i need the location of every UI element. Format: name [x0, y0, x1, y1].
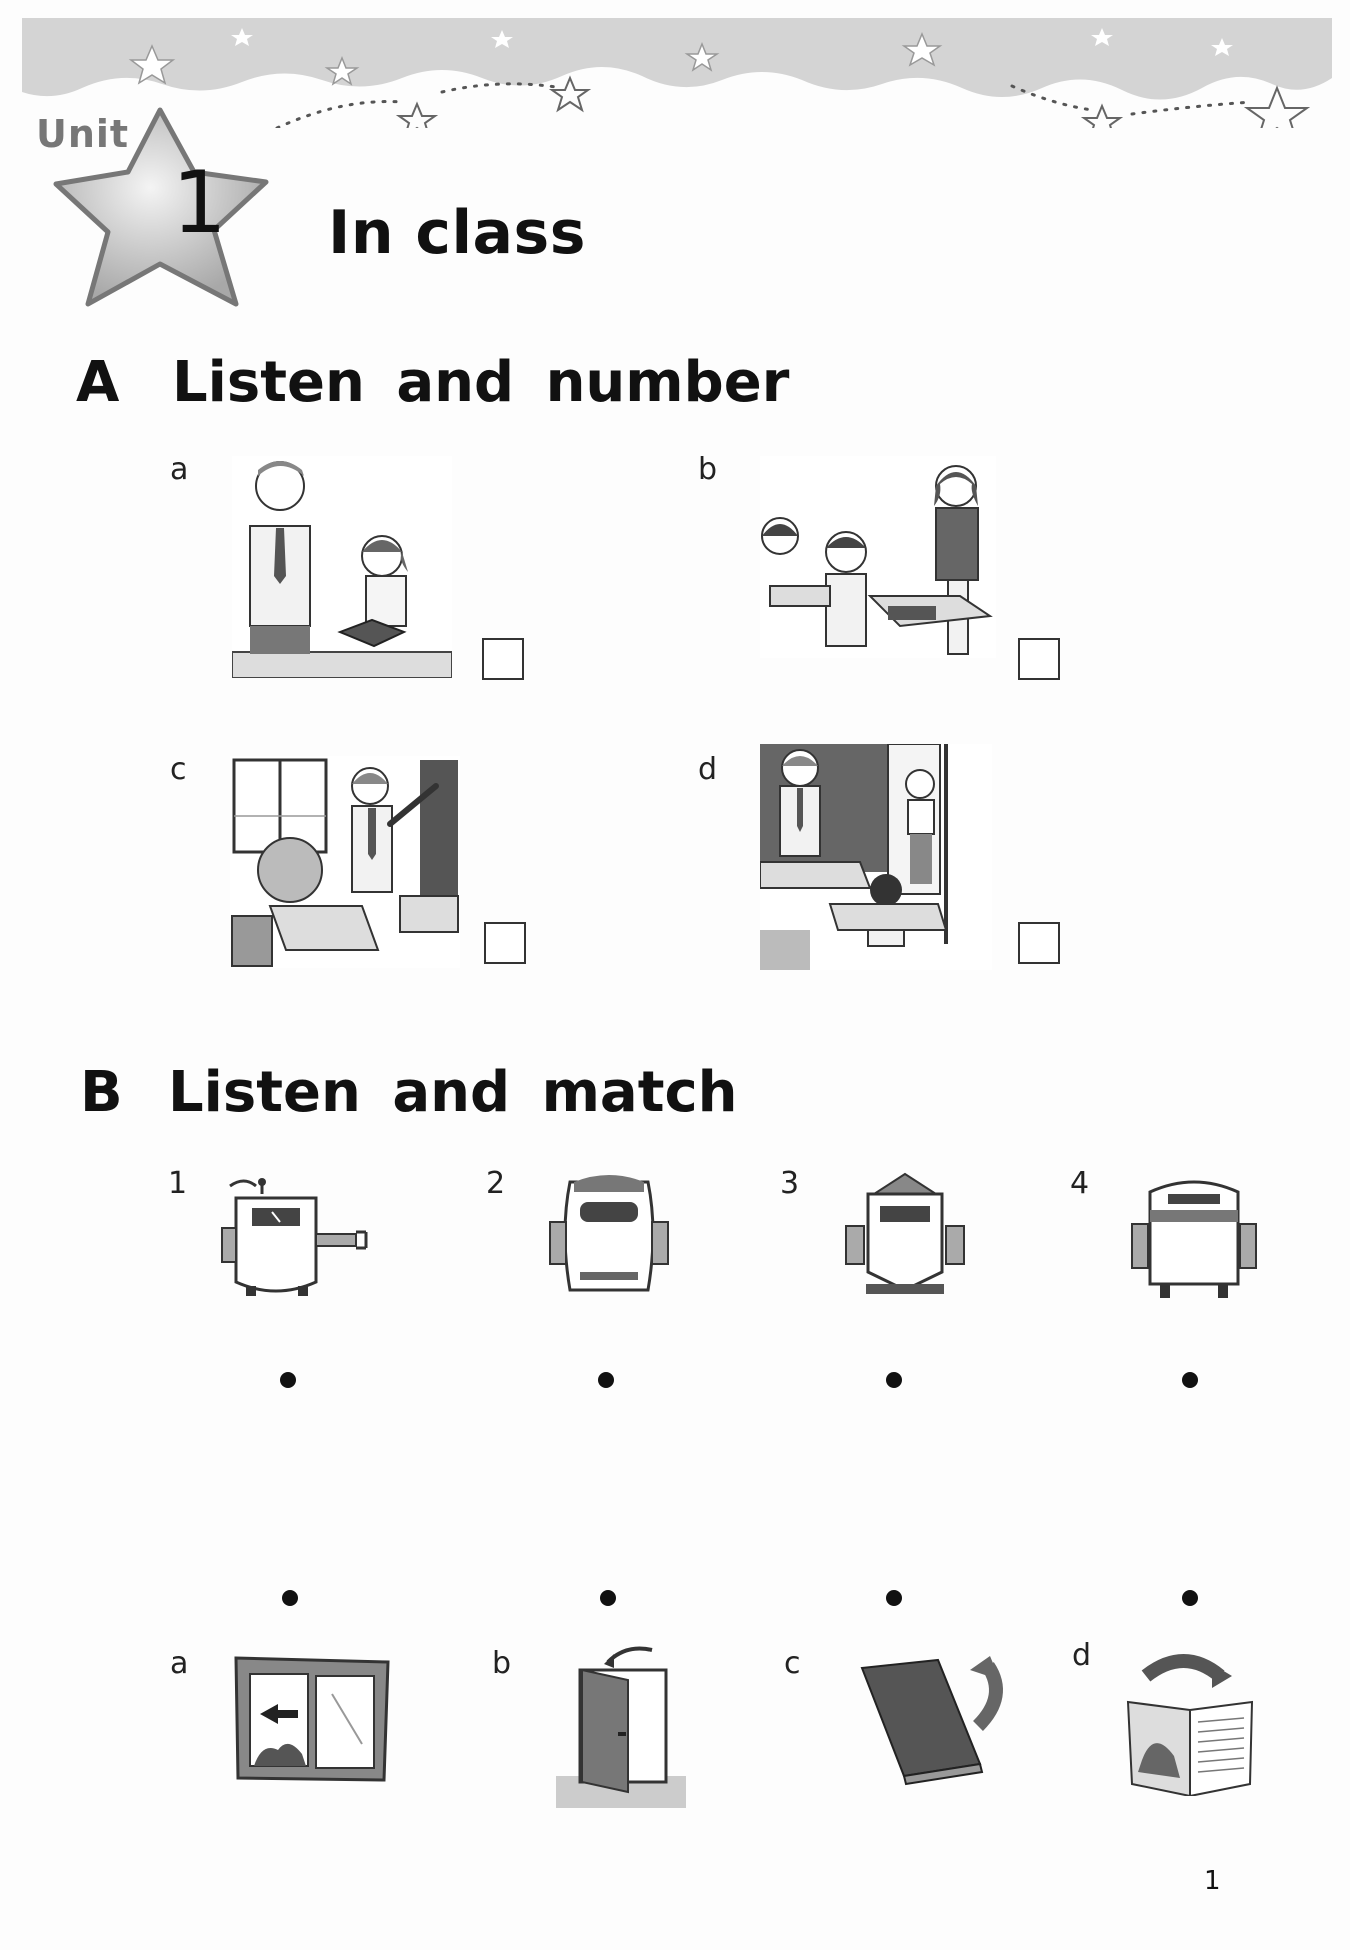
unit-number: 1 [172, 153, 227, 253]
section-b-letter: B [80, 1060, 123, 1125]
match-dot-action-a[interactable] [282, 1590, 298, 1606]
section-b-title: Listen and match [168, 1060, 738, 1125]
robot-icon [216, 1172, 376, 1312]
teacher-students-desks-illustration [760, 456, 996, 658]
window-icon [232, 1654, 392, 1784]
match-dot-action-c[interactable] [886, 1590, 902, 1606]
robot-icon [544, 1172, 674, 1302]
match-dot-action-d[interactable] [1182, 1590, 1198, 1606]
answer-box-c[interactable] [484, 922, 526, 964]
robot-4-label: 4 [1070, 1166, 1090, 1201]
closed-book-icon [858, 1656, 1018, 1786]
robot-3-label: 3 [780, 1166, 800, 1201]
match-dot-robot-1[interactable] [280, 1372, 296, 1388]
answer-box-b[interactable] [1018, 638, 1060, 680]
item-a-label: a [170, 452, 189, 487]
robot-icon [840, 1172, 970, 1302]
teacher-girl-book-illustration [232, 456, 452, 678]
door-icon [556, 1640, 686, 1808]
robot-1-label: 1 [168, 1166, 188, 1201]
action-a-label: a [170, 1646, 189, 1681]
robot-2-label: 2 [486, 1166, 506, 1201]
action-b-label: b [492, 1646, 512, 1681]
unit-label: Unit [36, 112, 130, 156]
match-dot-robot-3[interactable] [886, 1372, 902, 1388]
girl-at-door-illustration [760, 744, 992, 970]
section-a-title: Listen and number [172, 350, 790, 415]
match-dot-action-b[interactable] [600, 1590, 616, 1606]
unit-title: In class [328, 198, 586, 268]
item-b-label: b [698, 452, 718, 487]
action-c-label: c [784, 1646, 801, 1681]
page-number: 1 [1204, 1866, 1221, 1896]
open-book-icon [1124, 1646, 1264, 1796]
item-d-label: d [698, 752, 718, 787]
answer-box-a[interactable] [482, 638, 524, 680]
robot-icon [1124, 1172, 1264, 1312]
boy-pointing-window-illustration [230, 756, 460, 968]
match-dot-robot-4[interactable] [1182, 1372, 1198, 1388]
item-c-label: c [170, 752, 187, 787]
action-d-label: d [1072, 1638, 1092, 1673]
match-dot-robot-2[interactable] [598, 1372, 614, 1388]
answer-box-d[interactable] [1018, 922, 1060, 964]
section-a-letter: A [76, 350, 120, 415]
